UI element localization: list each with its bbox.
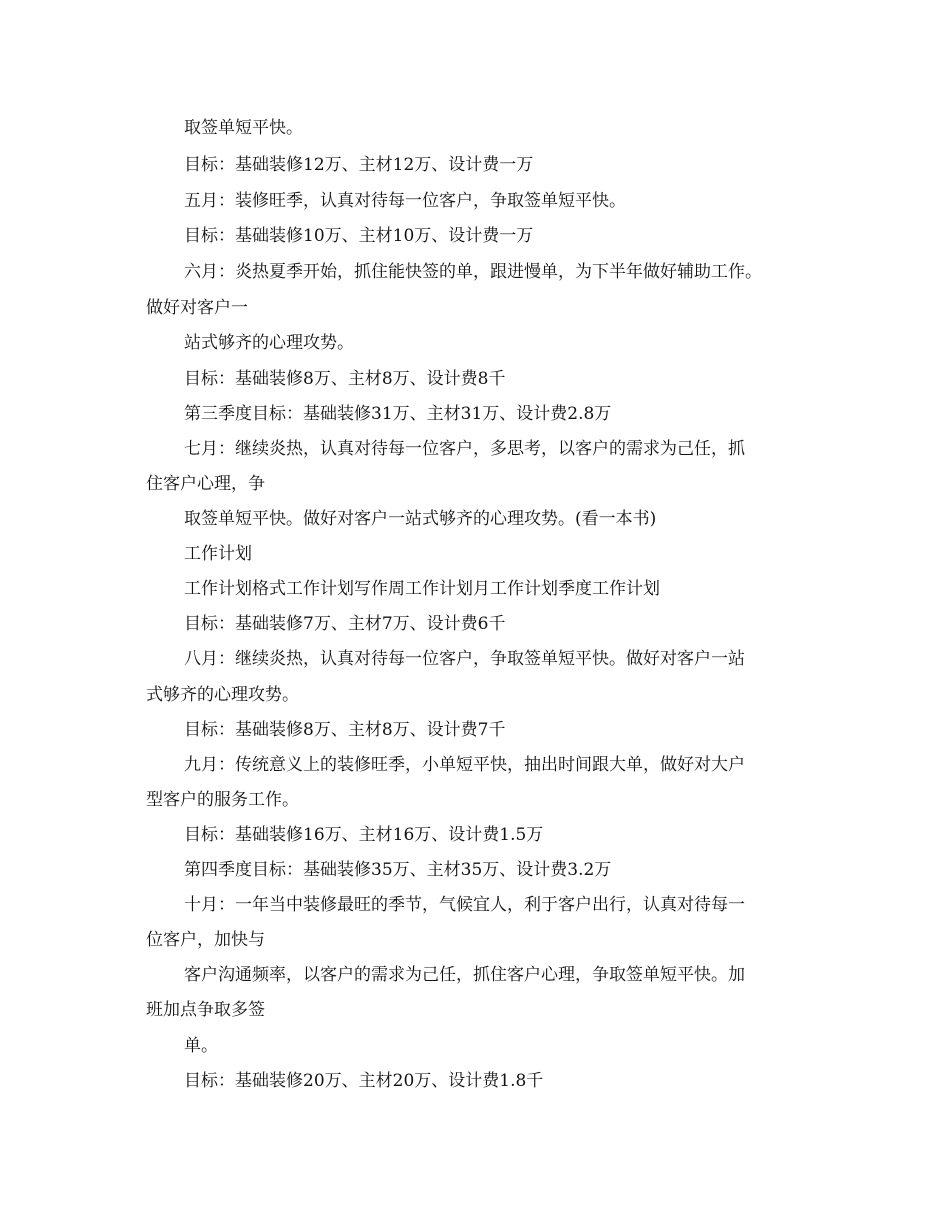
text-line: 第三季度目标：基础装修31万、主材31万、设计费2.8万 <box>184 404 612 424</box>
text-line: 工作计划格式工作计划写作周工作计划月工作计划季度工作计划 <box>184 579 660 599</box>
text-line: 九月：传统意义上的装修旺季，小单短平快，抽出时间跟大单，做好对大户 <box>184 755 745 775</box>
text-line: 取签单短平快。做好对客户一站式够齐的心理攻势。(看一本书) <box>184 509 657 529</box>
text-line: 目标：基础装修10万、主材10万、设计费一万 <box>184 226 534 246</box>
text-line: 目标：基础装修8万、主材8万、设计费7千 <box>184 720 506 740</box>
text-line: 住客户心理，争 <box>146 474 265 494</box>
text-line: 式够齐的心理攻势。 <box>146 685 299 705</box>
text-line: 班加点争取多签 <box>146 1000 265 1020</box>
text-line: 目标：基础装修8万、主材8万、设计费8千 <box>184 369 506 389</box>
text-line: 十月：一年当中装修最旺的季节，气候宜人，利于客户出行，认真对待每一 <box>184 895 745 915</box>
text-line: 目标：基础装修20万、主材20万、设计费1.8千 <box>184 1071 544 1091</box>
text-line: 做好对客户一 <box>146 298 248 318</box>
text-line: 站式够齐的心理攻势。 <box>184 333 354 353</box>
text-line: 单。 <box>184 1036 218 1056</box>
text-line: 工作计划 <box>184 544 252 564</box>
text-line: 八月：继续炎热，认真对待每一位客户，争取签单短平快。做好对客户一站 <box>184 649 745 669</box>
text-line: 客户沟通频率，以客户的需求为己任，抓住客户心理，争取签单短平快。加 <box>184 965 745 985</box>
text-line: 第四季度目标：基础装修35万、主材35万、设计费3.2万 <box>184 860 612 880</box>
text-line: 目标：基础装修16万、主材16万、设计费1.5万 <box>184 825 544 845</box>
text-line: 目标：基础装修7万、主材7万、设计费6千 <box>184 614 506 634</box>
text-line: 取签单短平快。 <box>184 118 303 138</box>
text-line: 五月：装修旺季，认真对待每一位客户，争取签单短平快。 <box>184 191 626 211</box>
text-line: 型客户的服务工作。 <box>146 790 299 810</box>
text-line: 六月：炎热夏季开始，抓住能快签的单，跟进慢单，为下半年做好辅助工作。 <box>184 262 762 282</box>
text-line: 七月：继续炎热，认真对待每一位客户，多思考，以客户的需求为己任，抓 <box>184 439 745 459</box>
text-line: 目标：基础装修12万、主材12万、设计费一万 <box>184 155 534 175</box>
text-line: 位客户，加快与 <box>146 930 265 950</box>
